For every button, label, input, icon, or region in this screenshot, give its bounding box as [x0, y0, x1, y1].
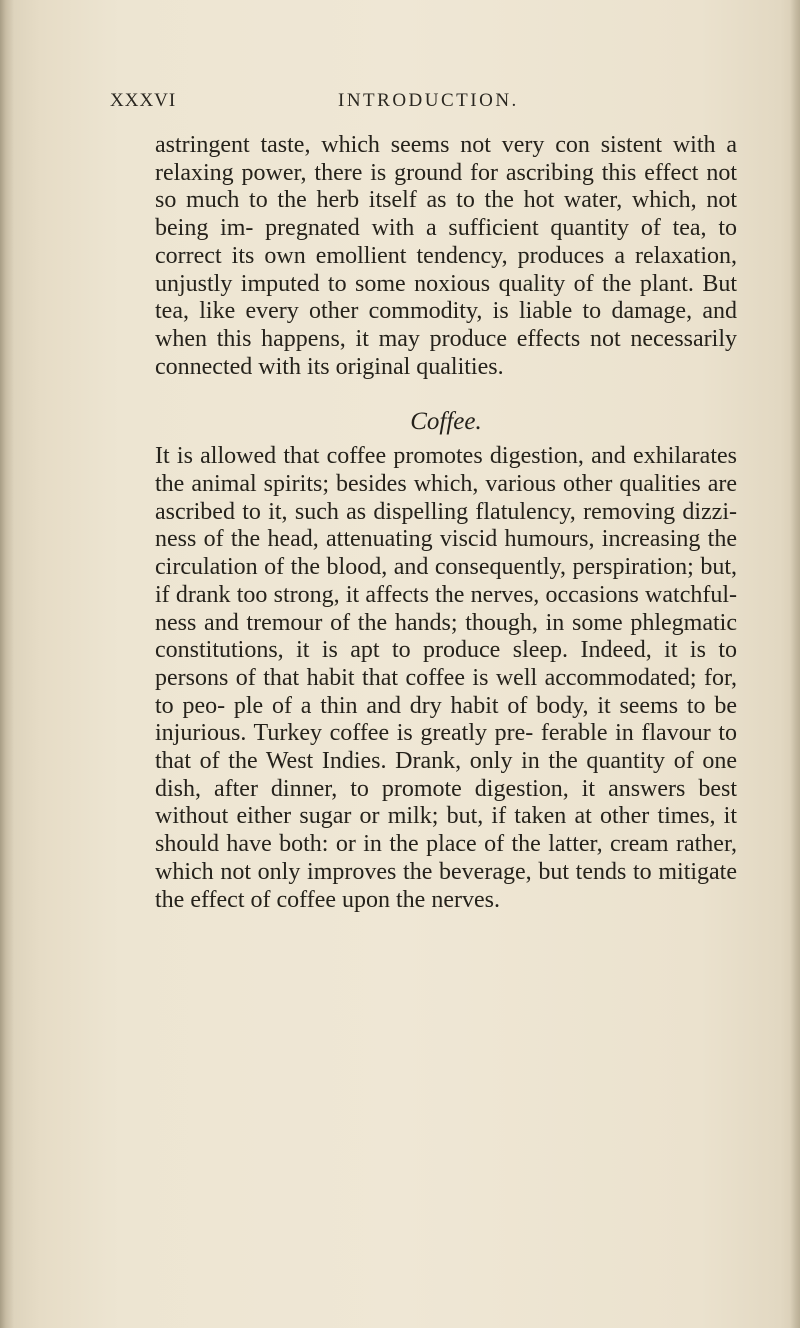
section-title-coffee: Coffee.	[410, 408, 482, 436]
body-text	[155, 132, 737, 914]
page-number: XXXVI	[110, 90, 177, 111]
page-gutter-shadow	[0, 0, 14, 1328]
paragraph-tea-continuation: astringent taste, which seems not very con sistent with a relaxing power, there is ground for ascribing this effect not so much to the herb itself as to the hot water, which, not being im- pregnated with a sufficient quantity of tea, to correct its own emollient tendency, produces a relaxation, unjustly imputed to some noxious quality of the plant. But tea, like every other commodity, is liable to damage, and when this happens, it may produce effects not necessarily connected with its original qualities.	[155, 132, 737, 380]
page-right-edge	[790, 0, 800, 1328]
running-head: INTRODUCTION.	[338, 90, 519, 111]
paragraph-coffee: It is allowed that coffee promotes digestion, and exhilarates the animal spirits; besides which, various other qualities are ascribed to it, such as dispelling flatulency, removing dizzi- ness of the head, attenuating viscid humours, increasing the circulation of the blood, and consequently, perspiration; but, if drank too strong, it affects the nerves, occasions watchful- ness and tremour of the hands; though, in some phlegmatic constitutions, it is apt to produce sleep. Indeed, it is to persons of that habit that coffee is well accommodated; for, to peo- ple of a thin and dry habit of body, it seems to be injurious. Turkey coffee is greatly pre- ferable in flavour to that of the West Indies. Drank, only in the quantity of one dish, after dinner, to promote digestion, it answers best without either sugar or milk; but, if taken at other times, it should have both: or in the place of the latter, cream rather, which not only improves the beverage, but tends to mitigate the effect of coffee upon the nerves.	[155, 443, 737, 913]
page-header	[110, 90, 670, 120]
